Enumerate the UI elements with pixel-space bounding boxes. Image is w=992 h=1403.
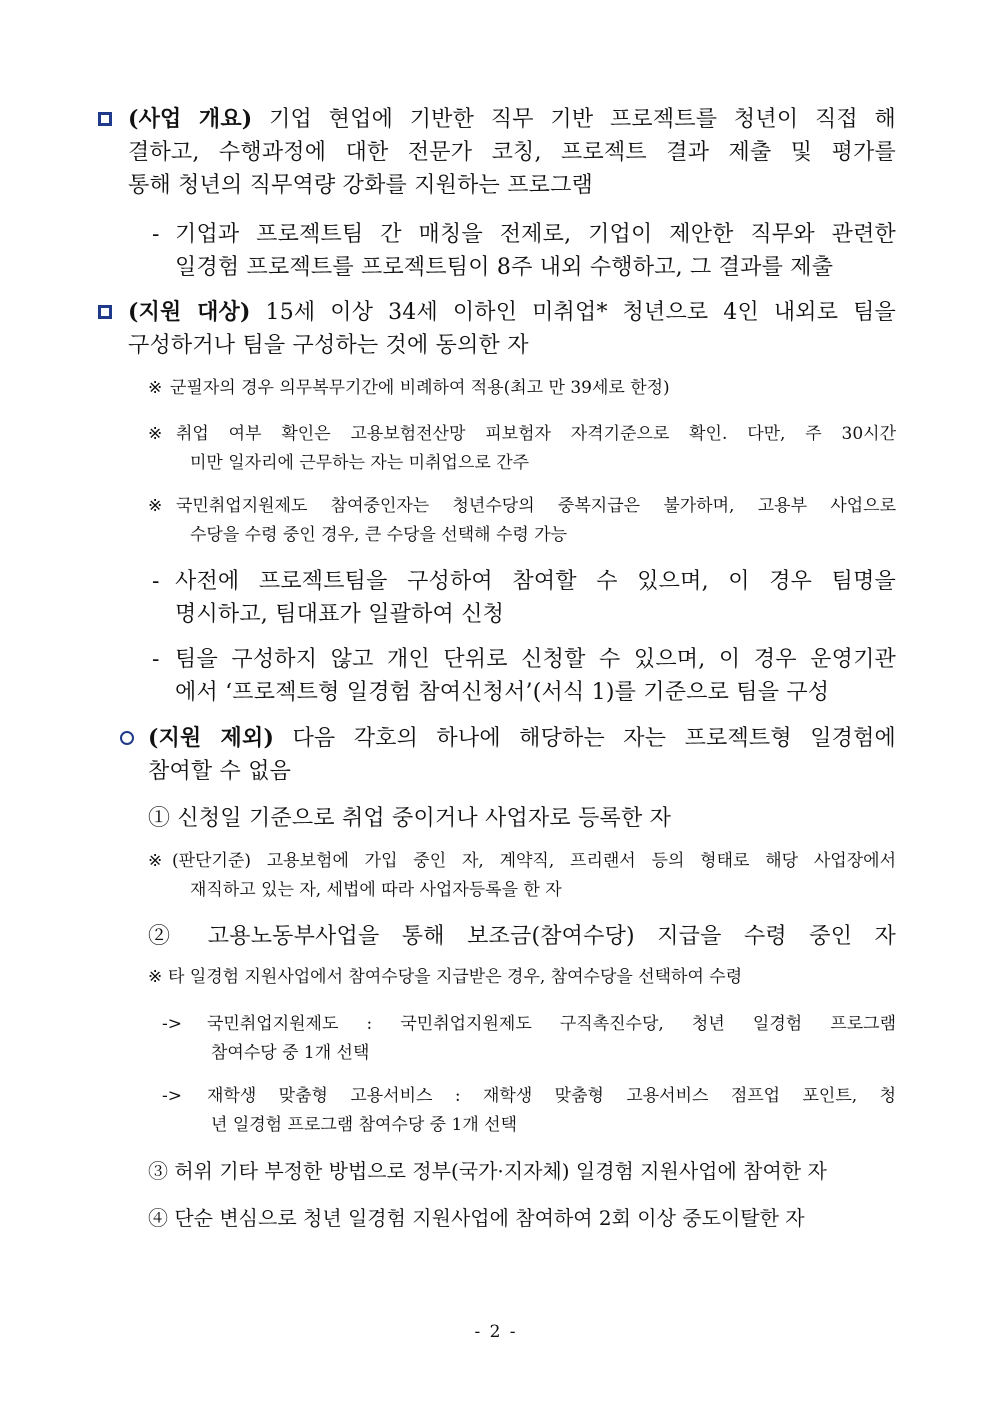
overview-heading: (사업 개요) [128,106,253,132]
target-line-2: 구성하거나 팀을 구성하는 것에 동의한 자 [128,333,529,358]
dash-marker: - [152,647,160,672]
target-note-1: 군필자의 경우 의무복무기간에 비례하여 적용(최고 만 39세로 한정) [170,378,670,398]
reference-mark: ※ [148,851,163,871]
dash-marker: - [152,569,160,594]
arrow-marker: -> [162,1086,182,1106]
target-dash-item-2: 팀을 구성하지 않고 개인 단위로 신청할 수 있으며, 이 경우 운영기관 에서 ‘프로젝트형 일경험 참여신청서’(서식 1)를 기준으로 팀을 구성 [175,647,896,705]
overview-line-3: 통해 청년의 직무역량 강화를 지원하는 프로그램 [128,173,594,198]
page-number: - 2 - [474,1322,518,1342]
overview-sub-line-1: 기업과 프로젝트팀 간 매칭을 전제로, 기업이 제안한 직무와 관련한 [175,222,896,247]
target-line-1: (지원 대상) 15세 이상 34세 이하인 미취업* 청년으로 4인 내외로 팀을 [128,299,896,325]
exclusion-note-2: 타 일경험 지원사업에서 참여수당을 지급받은 경우, 참여수당을 선택하여 수령 [168,967,743,987]
exclusion-arrow-item-1: 국민취업지원제도 : 국민취업지원제도 구직촉진수당, 청년 일경험 프로그램 참여수당 중 1개 선택 [207,1014,896,1063]
exclusion-line-1: (지원 제외) 다음 각호의 하나에 해당하는 자는 프로젝트형 일경험에 [148,725,897,751]
item-number: ④ [148,1206,168,1230]
item-number: ② [148,924,186,949]
target-note-3: 국민취업지원제도 참여중인자는 청년수당의 중복지급은 불가하며, 고용부 사업으로 수당을 수령 중인 경우, 큰 수당을 선택해 수령 가능 [176,496,896,545]
exclusion-line-2: 참여할 수 없음 [148,759,292,784]
reference-mark: ※ [148,378,163,398]
exclusion-arrow-item-2: 재학생 맞춤형 고용서비스 : 재학생 맞춤형 고용서비스 점프업 포인트, 청 년 일경험 프로그램 참여수당 중 1개 선택 [207,1086,896,1135]
overview-line-1: (사업 개요) 기업 현업에 기반한 직무 기반 프로젝트를 청년이 직접 해 [128,106,896,132]
item-number: ③ [148,1159,168,1183]
reference-mark: ※ [148,424,163,444]
item-number: ① [148,806,171,831]
exclusion-item-2: ② 고용노동부사업을 통해 보조금(참여수당) 지급을 수령 중인 자 [148,924,896,949]
target-paragraph [128,296,896,362]
overview-sub-paragraph [175,218,896,284]
target-heading: (지원 대상) [128,299,251,325]
exclusion-item-3: ③ 허위 기타 부정한 방법으로 정부(국가·지자체) 일경험 지원사업에 참여한 자 [148,1159,827,1183]
overview-paragraph [128,103,896,202]
overview-sub-line-2: 일경험 프로젝트를 프로젝트팀이 8주 내외 수행하고, 그 결과를 제출 [175,255,834,280]
dash-marker: - [152,222,160,247]
target-dash-item-1: 사전에 프로젝트팀을 구성하여 참여할 수 있으며, 이 경우 팀명을 명시하고, 팀대표가 일괄하여 신청 [175,569,896,627]
exclusion-item-4: ④ 단순 변심으로 청년 일경험 지원사업에 참여하여 2회 이상 중도이탈한 자 [148,1206,805,1230]
square-bullet-icon [98,112,112,126]
target-note-2: 취업 여부 확인은 고용보험전산망 피보험자 자격기준으로 확인. 다만, 주 30시간 미만 일자리에 근무하는 자는 미취업으로 간주 [176,424,896,473]
overview-line-2: 결하고, 수행과정에 대한 전문가 코칭, 프로젝트 결과 제출 및 평가를 [128,140,896,165]
exclusion-heading: (지원 제외) [148,725,275,751]
exclusion-note-1: (판단기준) 고용보험에 가입 중인 자, 계약직, 프리랜서 등의 형태로 해당 사업장에서 재직하고 있는 자, 세법에 따라 사업자등록을 한 자 [172,851,896,900]
reference-mark: ※ [148,967,163,987]
exclusion-item-1: ① 신청일 기준으로 취업 중이거나 사업자로 등록한 자 [148,806,672,831]
circle-bullet-icon [120,731,134,745]
reference-mark: ※ [148,496,163,516]
arrow-marker: -> [162,1014,182,1034]
square-bullet-icon [98,305,112,319]
exclusion-paragraph [148,722,896,788]
